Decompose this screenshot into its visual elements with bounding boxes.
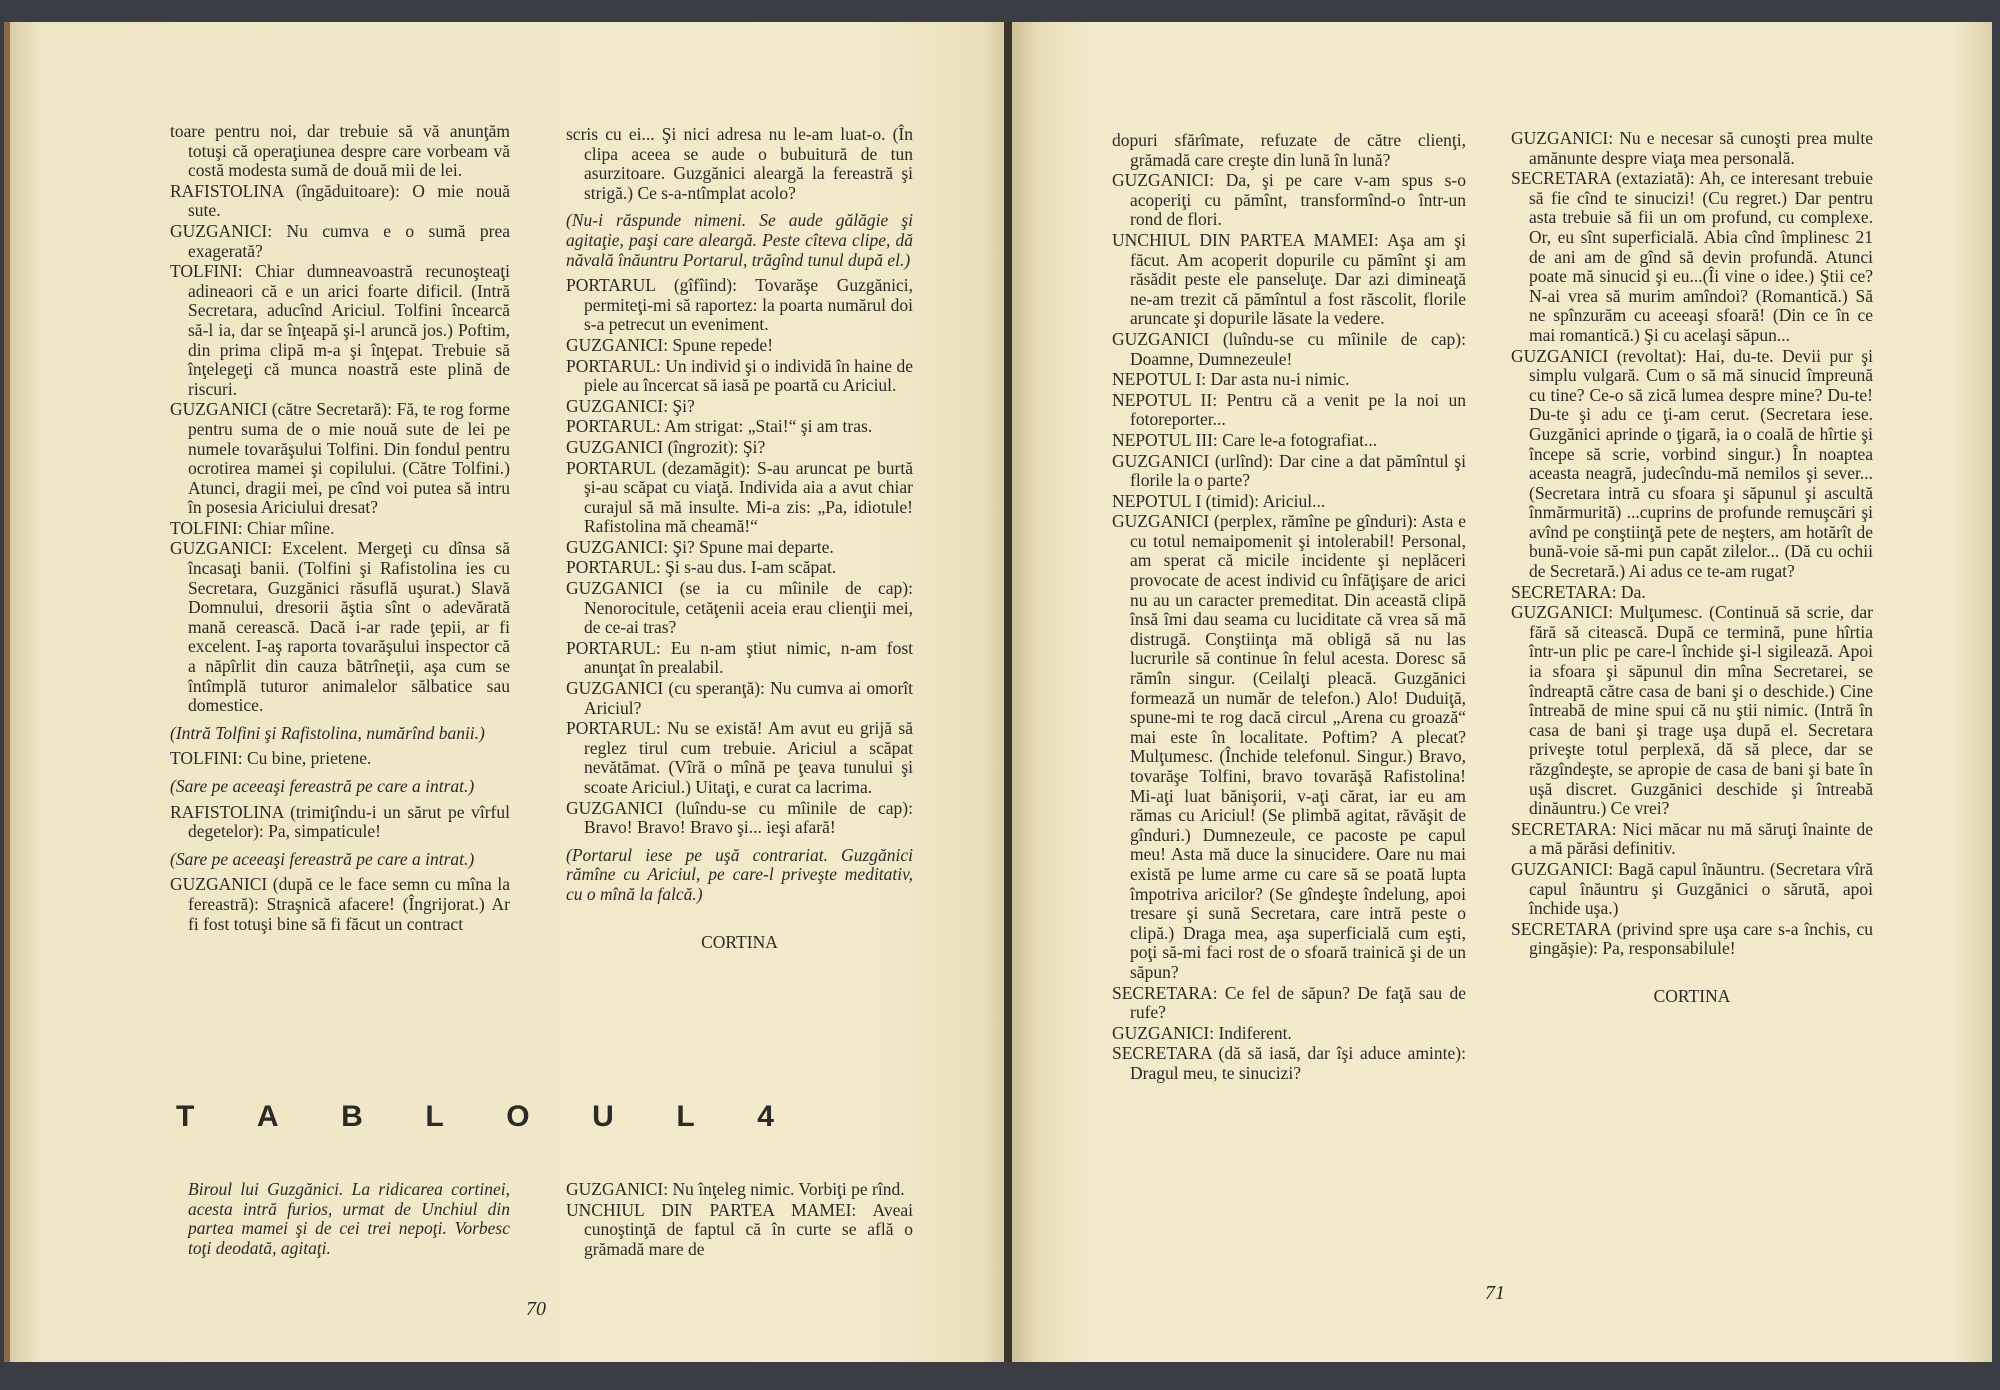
curtain-label: CORTINA: [701, 931, 778, 952]
dialogue-line: PORTARUL: Nu se există! Am avut eu grijă să reglez tirul cum trebuie. Ariciul a scăpat nevătămat. (Vîră o mînă pe ţeava tunului şi scoate Ariciul.) Uitaţi, e curat ca lacrima.: [566, 718, 913, 797]
heading-letter: T: [176, 1100, 195, 1133]
dialogue-line: toare pentru noi, dar trebuie să vă anunţăm totuşi că operaţiunea despre care vorbeam vă costă modesta sumă de două mii de lei.: [170, 121, 510, 181]
dialogue-line: GUZGANICI: Bagă capul înăuntru. (Secretara vîră capul înăuntru şi Guzgănici o sărută, apoi închide uşa.): [1511, 858, 1873, 919]
dialogue-line: scris cu ei... Şi nici adresa nu le-am luat-o. (În clipa aceea se aude o bubuitură de tun asurzitoare. Guzgănici aleargă la fereastră şi strigă.) Ce s-a-ntîmplat acolo?: [566, 124, 913, 203]
dialogue-line: PORTARUL: Şi s-au dus. I-am scăpat.: [566, 557, 837, 578]
heading-letter: L: [676, 1100, 695, 1133]
dialogue-line: GUZGANICI: Nu înţeleg nimic. Vorbiţi pe rînd.: [566, 1179, 905, 1199]
dialogue-line: PORTARUL: Un individ şi o individă în haine de piele au încercat să iasă pe poartă cu Ariciul.: [566, 355, 913, 396]
dialogue-line: UNCHIUL DIN PARTEA MAMEI: Aşa am şi făcut. Am acoperit dopurile cu pămînt şi am răsădit peste ele panseluţe. Dar azi dimineaţă ne-am trezit că pămîntul a fost răscolit, florile aruncate şi dopurile lăsate la vedere.: [1112, 229, 1466, 329]
heading-letter: 4: [757, 1100, 774, 1133]
dialogue-line: GUZGANICI (cu speranţă): Nu cumva ai omorît Ariciul?: [566, 678, 913, 718]
dialogue-line: GUZGANICI: Şi? Spune mai departe.: [566, 536, 834, 557]
stage-direction: (Sare pe aceeaşi fereastră pe care a intrat.): [170, 848, 475, 869]
dialogue-line: TOLFINI: Chiar dumneavoastră recunoşteaţi adineaori că e un arici foarte dificil. (Intră Secretara, aducînd Ariciul. Tolfini încearcă să-l ia, dar se înţeapă şi-l aruncă jos.) Poftim, din prima clipă m-a şi înţepat. Trebuie să înţelegeţi că munca noastră este plină de riscuri.: [170, 261, 510, 399]
left-column-1: [170, 122, 510, 935]
dialogue-line: GUZGANICI: Da, şi pe care v-am spus s-o acoperiţi cu pămînt, transformînd-o într-un rond de flori.: [1112, 170, 1466, 230]
stage-direction-intro: Biroul lui Guzgănici. La ridicarea cortinei, acesta intră furios, urmat de Unchiul din partea mamei şi de cei trei nepoţi. Vorbesc toţi deodată, agitaţi.: [188, 1179, 510, 1258]
page-number-right: 71: [1485, 1282, 1505, 1304]
dialogue-line: SECRETARA: Da.: [1511, 581, 1646, 602]
dialogue-line: GUZGANICI (luîndu-se cu mîinile de cap): Bravo! Bravo! Bravo şi... ieşi afară!: [566, 797, 913, 838]
dialogue-line: SECRETARA (privind spre uşa care s-a închis, cu gingăşie): Pa, responsabilule!: [1511, 918, 1873, 959]
dialogue-line: PORTARUL: Am strigat: „Stai!“ şi am tras.: [566, 416, 873, 437]
dialogue-line: GUZGANICI: Nu cumva e o sumă prea exagerată?: [170, 220, 510, 261]
dialogue-line: GUZGANICI: Şi?: [566, 395, 695, 416]
dialogue-line: SECRETARA (extaziată): Ah, ce interesant trebuie să fie cînd te sinucizi! (Cu regret.) Dar pentru asta trebuie să fii un om profund, cu complexe. Or, eu sînt superficială. Abia cînd împlinesc 21 de ani am de gînd să devin profundă. Atunci poate mă sinucid şi eu...(Îi vine o idee.) Ştii ce? N-ai vrea să murim amîndoi? (Romantică.) Să ne spînzurăm cu aceeaşi sfoară! (Din ce în ce mai romantică.) Şi cu acelaşi săpun...: [1511, 168, 1873, 345]
dialogue-line: NEPOTUL I (timid): Ariciul...: [1112, 490, 1326, 511]
dialogue-line: GUZGANICI: Indiferent.: [1112, 1022, 1292, 1043]
dialogue-line: GUZGANICI (luîndu-se cu mîinile de cap): Doamne, Dumnezeule!: [1112, 328, 1466, 369]
dialogue-line: TOLFINI: Cu bine, prietene.: [170, 748, 372, 769]
dialogue-line: GUZGANICI (perplex, rămîne pe gînduri): Asta e cu totul nemaipomenit şi intolerabil! Personal, am sperat că micile incidente şi neplăceri provocate de acest individ cu înfăţişare de arici nu au un caracter premeditat. Din această clipă însă îmi dau seama cu luciditate că vrea să mă distrugă. Conştiinţa mă obligă să nu las lucrurile să continue în felul acesta. Doresc să rămîn singur. (Ceilalţi pleacă. Guzgănici formează un număr de telefon.) Alo! Duduiţă, spune-mi te rog dacă circul „Arena cu groază“ mai este în localitate. Poftim? A plecat? Mulţumesc. (Închide telefonul. Singur.) Bravo, tovarăşe Tolfini, bravo tovarăşă Rafistolina! Mi-aţi luat bănişorii, v-aţi cărat, iar eu am rămas cu Ariciul! (Se plimbă agitat, răvăşit de gînduri.) Dumnezeule, ce pacoste pe capul meu! Asta mă duce la sinucidere. Oare nu mai există pe lume arme cu care să se poată lupta împotriva aricilor? (Se gîndeşte îndelung, apoi tresare şi sună Secretara, care intră peste o clipă.) Draga mea, aşa superficială cum eşti, poţi să-mi faci rost de o sfoară trainică şi de un săpun?: [1112, 511, 1466, 982]
dialogue-line: SECRETARA: Nici măcar nu mă săruţi înainte de a mă părăsi definitiv.: [1511, 818, 1873, 859]
right-column-2: [1511, 129, 1873, 1008]
dialogue-line: GUZGANICI (după ce le face semn cu mîna la fereastră): Straşnică afacere! (Îngrijorat.) Ar fi fost totuşi bine să fi făcut un contract: [170, 874, 510, 934]
stage-direction: (Portarul iese pe uşă contrariat. Guzgănici rămîne cu Ariciul, pe care-l priveşte meditativ, cu o mînă la falcă.): [566, 844, 913, 904]
dialogue-line: NEPOTUL III: Care le-a fotografiat...: [1112, 429, 1378, 450]
dialogue-line: GUZGANICI: Spune repede!: [566, 334, 774, 355]
dialogue-line: PORTARUL (dezamăgit): S-au aruncat pe burtă şi-au scăpat cu viaţă. Individa aia a avut chiar curajul să mă insulte. Mi-a zis: „Pa, idiotule! Rafistolina mă cheamă!“: [566, 457, 913, 537]
heading-letter: L: [425, 1100, 444, 1133]
dialogue-line: PORTARUL: Eu n-am ştiut nimic, n-am fost anunţat în prealabil.: [566, 637, 913, 678]
right-page: [1012, 22, 1992, 1362]
left-column-2-bottom: [566, 1180, 913, 1260]
tableau-heading: [176, 1100, 774, 1134]
stage-direction: (Sare pe aceeaşi fereastră pe care a intrat.): [170, 776, 475, 796]
dialogue-line: dopuri sfărîmate, refuzate de către clienţi, grămadă care creşte din lună în lună?: [1112, 130, 1466, 170]
curtain-label: CORTINA: [1653, 985, 1731, 1006]
dialogue-line: GUZGANICI (urlînd): Dar cine a dat pămîntul şi florile la o parte?: [1112, 450, 1466, 491]
dialogue-line: GUZGANICI: Excelent. Mergeţi cu dînsa să încasaţi banii. (Tolfini şi Rafistolina ies cu Secretara, Guzgănici răsuflă uşurat.) Slavă Domnului, dresorii ăştia sînt o adevărată mană cerească. Dacă i-ar rade ţepii, ar fi excelent. I-aş raporta tovarăşului inspector că a năpîrlit din cauza bătrîneţii, aşa cum se întîmplă tuturor animalelor sălbatice sau domestice.: [170, 538, 510, 716]
heading-letter: B: [341, 1100, 363, 1133]
dialogue-line: SECRETARA: Ce fel de săpun? De faţă sau de rufe?: [1112, 982, 1466, 1023]
stage-direction: (Nu-i răspunde nimeni. Se aude gălăgie şi agitaţie, paşi care aleargă. Peste cîteva clipe, dă năvală înăuntru Portarul, trăgînd tunul după el.): [566, 210, 913, 270]
stage-direction: (Intră Tolfini şi Rafistolina, numărînd banii.): [170, 722, 485, 743]
dialogue-line: GUZGANICI: Nu e necesar să cunoşti prea multe amănunte despre viaţa mea personală.: [1511, 128, 1873, 168]
dialogue-line: GUZGANICI (revoltat): Hai, du-te. Devii pur şi simplu vulgară. Cum o să mă sinucid împreună cu tine? Ce-o să zică lumea despre mine? Du-te! Du-te şi adu ce ţi-am cerut. (Secretara iese. Guzgănici aprinde o ţigară, ia o coală de hîrtie şi începe să scrie, vorbind singur.) În noaptea aceasta neagră, judecîndu-mă nemilos şi sever... (Secretara intră cu sfoara şi săpunul şi ascultă înmărmurită) ...cuprins de profunde remuşcări şi avînd pe conştiinţă pete de neşters, am hotărît de bună-voie să-mi pun capăt zilelor... (Dă cu ochii de Secretară.) Ai adus ce te-am rugat?: [1511, 345, 1873, 582]
left-page: [4, 22, 1014, 1362]
heading-letter: O: [506, 1100, 530, 1133]
page-number-left: 70: [526, 1298, 546, 1320]
dialogue-line: NEPOTUL I: Dar asta nu-i nimic.: [1112, 369, 1350, 390]
right-column-1: [1112, 131, 1466, 1085]
dialogue-line: TOLFINI: Chiar mîine.: [170, 517, 335, 538]
dialogue-line: GUZGANICI (către Secretară): Fă, te rog forme pentru suma de o mie nouă sute de lei pe numele tovarăşului Tolfini. Din fondul pentru ocrotirea mamei şi copilului. (Către Tolfini.) Atunci, dragii mei, pe cînd voi putea să intru în posesia Ariciului dresat?: [170, 399, 510, 518]
heading-letter: A: [256, 1100, 279, 1133]
dialogue-line: GUZGANICI: Mulţumesc. (Continuă să scrie, dar fără să citească. După ce termină, pune hîrtia într-un plic pe care-l închide şi-l sigilează. Apoi ia sfoara şi săpunul din mîna Secretarei, se îndreaptă către casa de bani şi o deschide.) Cine întreabă de mine spui că nu ştii nimic. (Intră în casa de bani şi trage uşa după el. Secretara priveşte totul perplexă, dă să plece, dar se răzgîndeşte, se apropie de casa de bani şi bate în uşă discret. Guzgănici deschide şi întreabă dinăuntru.) Ce vrei?: [1511, 602, 1873, 819]
dialogue-line: GUZGANICI (îngrozit): Şi?: [566, 436, 766, 457]
dialogue-line: RAFISTOLINA (trimiţîndu-i un sărut pe vîrful degetelor): Pa, simpaticule!: [170, 801, 510, 842]
dialogue-line: RAFISTOLINA (îngăduitoare): O mie nouă sute.: [170, 180, 510, 221]
left-column-2: [566, 125, 913, 953]
dialogue-line: GUZGANICI (se ia cu mîinile de cap): Nenorocitule, cetăţenii aceia erau clienţii mei, de ce-ai tras?: [566, 578, 913, 638]
dialogue-line: SECRETARA (dă să iasă, dar îşi aduce aminte): Dragul meu, te sinucizi?: [1112, 1043, 1466, 1083]
heading-letter: U: [592, 1100, 614, 1133]
dialogue-line: UNCHIUL DIN PARTEA MAMEI: Aveai cunoştinţă de faptul că în curte se află o grămadă mare de: [566, 1199, 913, 1259]
dialogue-line: NEPOTUL II: Pentru că a venit pe la noi un fotoreporter...: [1112, 389, 1466, 430]
dialogue-line: PORTARUL (gîfîind): Tovarăşe Guzgănici, permiteţi-mi să raportez: la poarta numărul doi s-a petrecut un eveniment.: [566, 275, 913, 335]
